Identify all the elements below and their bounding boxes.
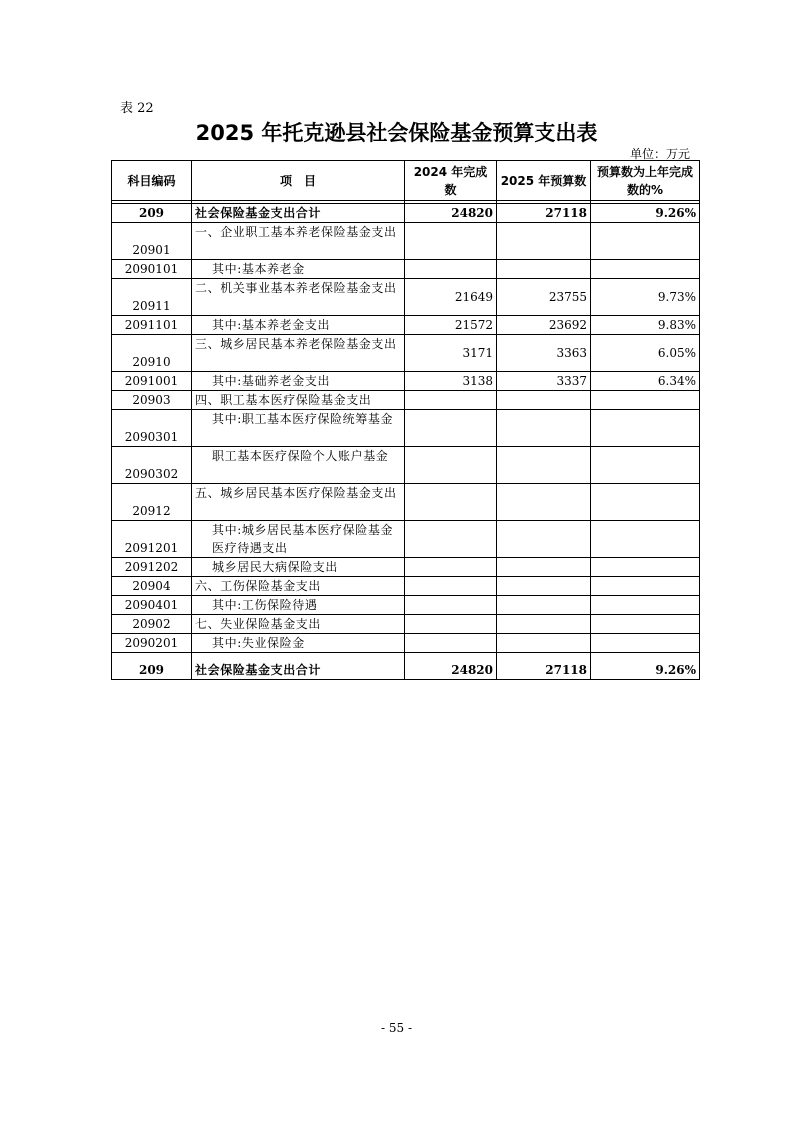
table-row [112,335,700,372]
cell-2024: 3138 [405,372,497,391]
cell-2025: 3363 [497,335,591,372]
cell-2024 [405,558,497,577]
cell-pct: 9.26% [591,204,700,223]
col-header-pct: 预算数为上年完成数的% [591,161,700,201]
cell-name: 其中:基础养老金支出 [192,372,405,391]
cell-code: 2090401 [112,596,192,615]
cell-name: 三、城乡居民基本养老保险基金支出 [192,335,405,372]
cell-2024 [405,447,497,484]
cell-code: 20902 [112,615,192,634]
cell-pct [591,558,700,577]
table-row [112,260,700,279]
cell-2024: 3171 [405,335,497,372]
table-row [112,634,700,653]
cell-pct [591,410,700,447]
cell-2024: 21649 [405,279,497,316]
table-row [112,391,700,410]
table-row [112,653,700,680]
cell-name: 职工基本医疗保险个人账户基金 [192,447,405,484]
cell-2025: 27118 [497,653,591,680]
cell-pct: 6.34% [591,372,700,391]
cell-2024 [405,260,497,279]
cell-name: 二、机关事业基本养老保险基金支出 [192,279,405,316]
cell-2024 [405,410,497,447]
cell-code: 20903 [112,391,192,410]
cell-2024 [405,484,497,521]
table-row [112,372,700,391]
cell-2024 [405,223,497,260]
cell-2025 [497,596,591,615]
cell-name: 其中:职工基本医疗保险统筹基金 [192,410,405,447]
cell-pct [591,634,700,653]
col-header-code: 科目编码 [112,161,192,201]
cell-name: 五、城乡居民基本医疗保险基金支出 [192,484,405,521]
cell-name: 其中:基本养老金 [192,260,405,279]
cell-code: 20910 [112,335,192,372]
cell-name: 其中:基本养老金支出 [192,316,405,335]
cell-pct [591,615,700,634]
cell-name: 六、工伤保险基金支出 [192,577,405,596]
cell-code: 209 [112,653,192,680]
table-row [112,316,700,335]
cell-pct [591,521,700,558]
unit-label: 单位：万元 [629,147,690,161]
cell-code: 2091201 [112,521,192,558]
cell-2025 [497,391,591,410]
cell-code: 2091202 [112,558,192,577]
cell-pct [591,260,700,279]
cell-name: 四、职工基本医疗保险基金支出 [192,391,405,410]
cell-2025 [497,260,591,279]
cell-code: 2090301 [112,410,192,447]
cell-pct: 9.83% [591,316,700,335]
table-row [112,204,700,223]
cell-name: 其中:城乡居民基本医疗保险基金医疗待遇支出 [192,521,405,558]
cell-name: 城乡居民大病保险支出 [192,558,405,577]
cell-name: 社会保险基金支出合计 [192,653,405,680]
cell-code: 20912 [112,484,192,521]
table-row [112,447,700,484]
cell-2025: 23755 [497,279,591,316]
cell-code: 2090101 [112,260,192,279]
cell-name: 七、失业保险基金支出 [192,615,405,634]
cell-2025: 23692 [497,316,591,335]
cell-code: 2091101 [112,316,192,335]
cell-pct: 9.26% [591,653,700,680]
table-row [112,410,700,447]
cell-pct [591,447,700,484]
cell-code: 209 [112,204,192,223]
table-row [112,279,700,316]
col-header-2025: 2025 年预算数 [497,161,591,201]
cell-code: 20901 [112,223,192,260]
col-header-2024: 2024 年完成数 [405,161,497,201]
cell-code: 2090302 [112,447,192,484]
table-row [112,223,700,260]
cell-2024: 21572 [405,316,497,335]
cell-name: 其中:失业保险金 [192,634,405,653]
cell-2025: 27118 [497,204,591,223]
cell-pct [591,484,700,521]
cell-pct: 6.05% [591,335,700,372]
col-header-item: 项 目 [192,161,405,201]
cell-pct [591,596,700,615]
table-row [112,558,700,577]
cell-code: 2090201 [112,634,192,653]
page-title: 2025 年托克逊县社会保险基金预算支出表 [195,121,598,145]
cell-2024: 24820 [405,653,497,680]
cell-2025 [497,615,591,634]
cell-2025 [497,558,591,577]
cell-code: 20904 [112,577,192,596]
table-label: 表 22 [120,101,154,116]
cell-2024 [405,577,497,596]
cell-2024 [405,596,497,615]
cell-2025 [497,410,591,447]
cell-pct [591,391,700,410]
cell-name: 一、企业职工基本养老保险基金支出 [192,223,405,260]
table-row [112,484,700,521]
cell-2025 [497,634,591,653]
cell-code: 20911 [112,279,192,316]
cell-2025 [497,223,591,260]
cell-2025 [497,484,591,521]
cell-2024 [405,634,497,653]
page-number: - 55 - [380,1021,412,1035]
budget-table [111,160,700,680]
table-row [112,596,700,615]
cell-pct [591,577,700,596]
cell-pct: 9.73% [591,279,700,316]
cell-2024 [405,521,497,558]
table-row [112,521,700,558]
cell-code: 2091001 [112,372,192,391]
cell-name: 其中:工伤保险待遇 [192,596,405,615]
cell-2024: 24820 [405,204,497,223]
table-row [112,577,700,596]
cell-2024 [405,391,497,410]
cell-2025 [497,447,591,484]
cell-2025 [497,577,591,596]
cell-pct [591,223,700,260]
cell-name: 社会保险基金支出合计 [192,204,405,223]
table-row [112,615,700,634]
cell-2025 [497,521,591,558]
cell-2025: 3337 [497,372,591,391]
cell-2024 [405,615,497,634]
